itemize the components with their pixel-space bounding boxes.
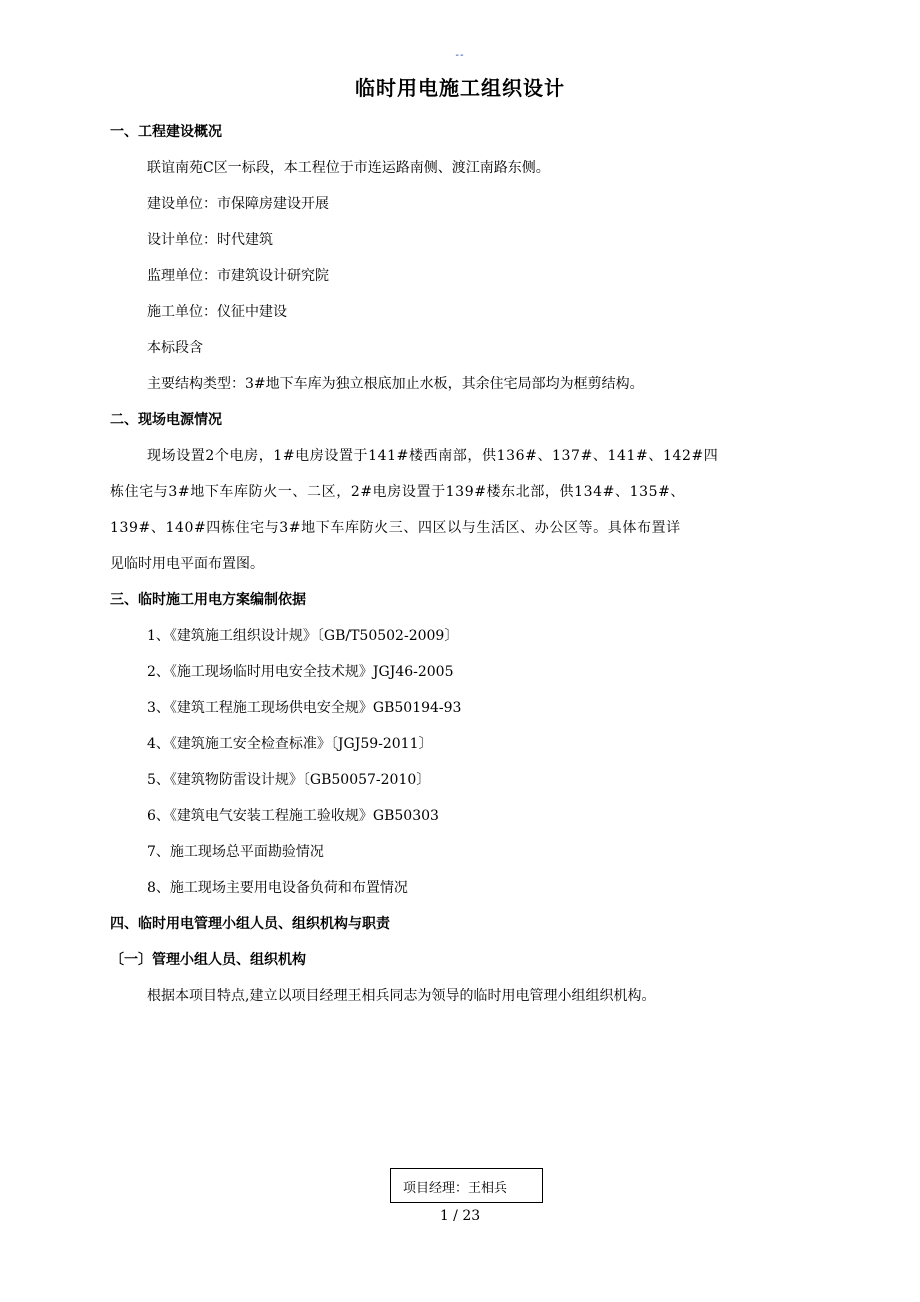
section-scope-line: 本标段含 [147,340,203,356]
structure-type-line: 主要结构类型：3#地下车库为独立根底加止水板，其余住宅局部均为框剪结构。 [147,376,644,392]
basis-item-3: 3、《建筑工程施工现场供电安全规》GB50194-93 [147,700,462,716]
organization-line: 根据本项目特点,建立以项目经理王相兵同志为领导的临时用电管理小组组织机构。 [147,988,656,1004]
document-title: 临时用电施工组织设计 [355,76,565,100]
contractor-line: 施工单位：仪征中建设 [147,304,287,320]
basis-item-4: 4、《建筑施工安全检查标准》〔JGJ59-2011〕 [147,736,433,752]
page-number: 1 / 23 [439,1208,481,1224]
basis-item-8: 8、施工现场主要用电设备负荷和布置情况 [147,880,408,896]
power-source-line-2: 栋住宅与3#地下车库防火一、二区，2#电房设置于139#楼东北部，供134#、135#、 [110,484,686,500]
construction-unit-line: 建设单位：市保障房建设开展 [147,196,329,212]
power-source-line-3: 139#、140#四栋住宅与3#地下车库防火三、四区以与生活区、办公区等。具体布置详 [110,520,681,536]
section-3-heading: 三、临时施工用电方案编制依据 [110,592,306,608]
section-1-heading: 一、工程建设概况 [110,124,222,140]
basis-item-6: 6、《建筑电气安装工程施工验收规》GB50303 [147,808,439,824]
org-chart-box-label: 项目经理：王相兵 [403,1181,508,1196]
basis-item-2: 2、《施工现场临时用电安全技术规》JGJ46-2005 [147,664,454,680]
basis-item-7: 7、施工现场总平面勘验情况 [147,844,324,860]
subsection-1-heading: 〔一〕管理小组人员、组织机构 [110,952,306,968]
design-unit-line: 设计单位：时代建筑 [147,232,273,248]
section-4-heading: 四、临时用电管理小组人员、组织机构与职责 [110,916,390,932]
basis-item-5: 5、《建筑物防雷设计规》〔GB50057-2010〕 [147,772,431,788]
project-location-line: 联谊南苑C区一标段，本工程位于市连运路南侧、渡江南路东侧。 [147,160,550,176]
basis-item-1: 1、《建筑施工组织设计规》〔GB/T50502-2009〕 [147,628,459,644]
power-source-line-1: 现场设置2个电房，1#电房设置于141#楼西南部，供136#、137#、141#、142#四 [147,448,719,464]
supervision-unit-line: 监理单位：市建筑设计研究院 [147,268,329,284]
section-2-heading: 二、现场电源情况 [110,412,222,428]
header-mark: -- [455,50,465,61]
org-chart-box [390,1168,543,1203]
power-source-line-4: 见临时用电平面布置图。 [110,556,264,572]
